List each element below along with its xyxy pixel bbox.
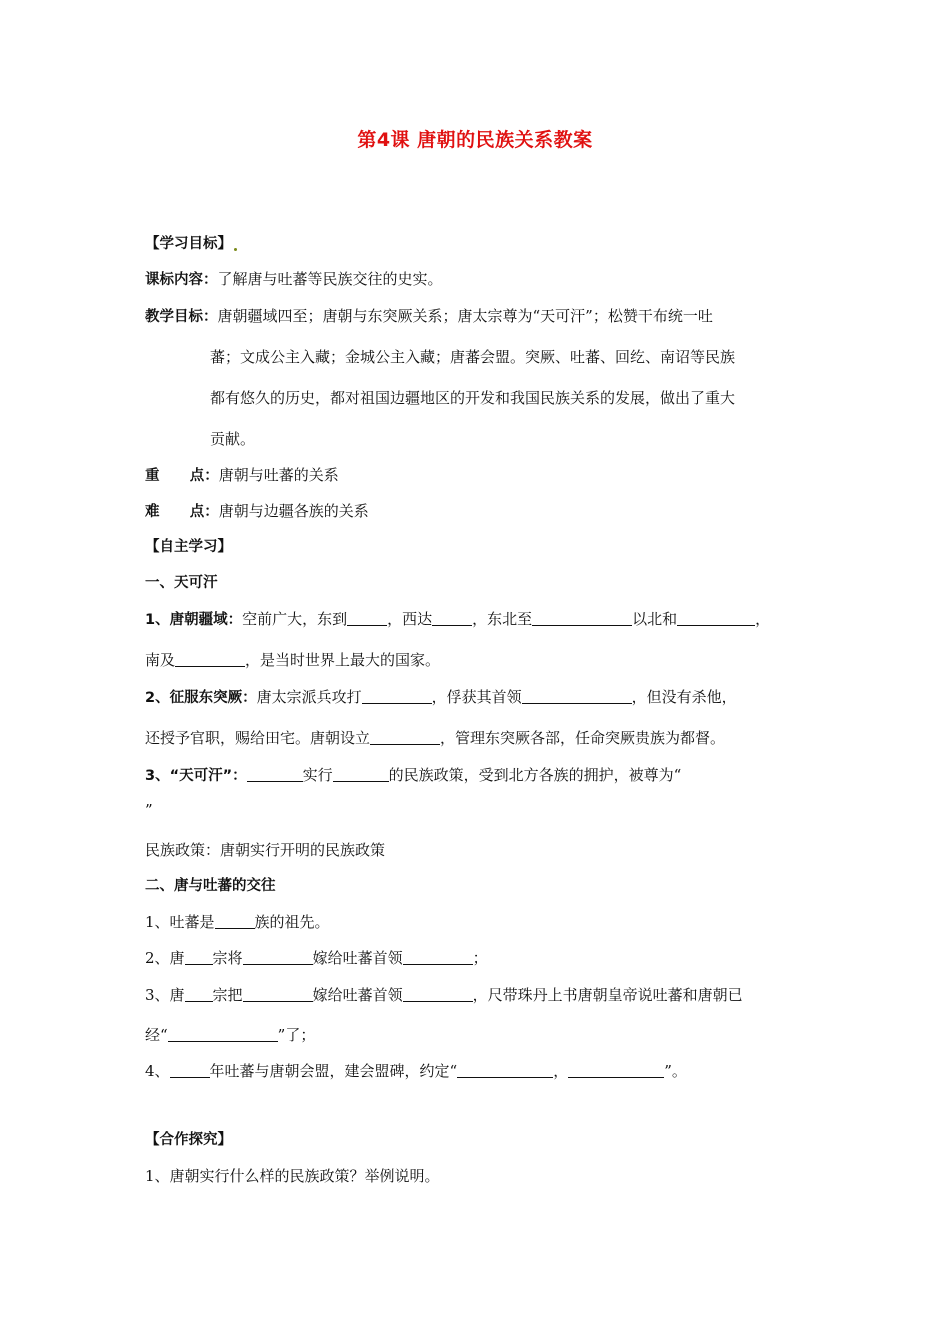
objectives-heading: 【学习目标】 (145, 234, 237, 254)
blank-field[interactable] (532, 610, 632, 626)
blank-field[interactable] (677, 610, 755, 626)
part2-q3-line2: 经“ ”了； (145, 1026, 316, 1044)
page-title: 第4课 唐朝的民族关系教案 (357, 129, 593, 151)
difficult-point: 难 点：唐朝与边疆各族的关系 (145, 502, 369, 520)
part1-q3-line2: ” (145, 801, 153, 819)
key-point: 重 点：唐朝与吐蕃的关系 (145, 466, 339, 484)
speck-mark (234, 248, 237, 251)
teaching-goals-line-2: 蕃；文成公主入藏；金城公主入藏；唐蕃会盟。突厥、吐蕃、回纥、南诏等民族 (210, 348, 736, 366)
blank-field[interactable] (185, 949, 213, 965)
blank-field[interactable] (170, 1062, 210, 1078)
teaching-goals-line-1: 教学目标：唐朝疆域四至；唐朝与东突厥关系；唐太宗尊为“天可汗”；松赞干布统一吐 (145, 307, 713, 325)
blank-field[interactable] (247, 766, 303, 782)
blank-field[interactable] (347, 610, 387, 626)
part2-q1: 1、吐蕃是 族的祖先。 (145, 913, 330, 931)
blank-field[interactable] (175, 651, 245, 667)
coop-heading: 【合作探究】 (145, 1132, 232, 1148)
blank-field[interactable] (243, 986, 313, 1002)
blank-field[interactable] (333, 766, 389, 782)
blank-field[interactable] (403, 949, 473, 965)
blank-field[interactable] (403, 986, 473, 1002)
teaching-goals-line-4: 贡献。 (210, 430, 256, 448)
part1-q2-line2: 还授予官职，赐给田宅。唐朝设立 ，管理东突厥各部，任命突厥贵族为都督。 (145, 729, 726, 747)
blank-field[interactable] (432, 610, 472, 626)
part1-heading: 一、天可汗 (145, 575, 218, 591)
teaching-goals-line-3: 都有悠久的历史，都对祖国边疆地区的开发和我国民族关系的发展，做出了重大 (210, 389, 736, 407)
blank-field[interactable] (457, 1062, 553, 1078)
part1-q1-line1: 1、唐朝疆域：空前广大，东到 ，西达 ，东北至 以北和 ， (145, 610, 771, 628)
part2-q4: 4、 年吐蕃与唐朝会盟，建会盟碑，约定“ ， ”。 (145, 1062, 687, 1080)
standard-content: 课标内容：了解唐与吐蕃等民族交往的史实。 (145, 270, 443, 288)
part1-q1-line2: 南及 ，是当时世界上最大的国家。 (145, 651, 441, 669)
policy-note: 民族政策：唐朝实行开明的民族政策 (145, 841, 386, 859)
part2-heading: 二、唐与吐蕃的交往 (145, 878, 276, 894)
part1-q2-line1: 2、征服东突厥：唐太宗派兵攻打 ，俘获其首领 ，但没有杀他， (145, 688, 737, 706)
part2-q3-line1: 3、唐 宗把 嫁给吐蕃首领 ，尺带珠丹上书唐朝皇帝说吐蕃和唐朝已 (145, 986, 743, 1004)
blank-field[interactable] (522, 688, 632, 704)
part1-q3-line1: 3、“天可汗”： 实行 的民族政策，受到北方各族的拥护，被尊为“ (145, 766, 682, 784)
part2-q2: 2、唐 宗将 嫁给吐蕃首领 ； (145, 949, 488, 967)
blank-field[interactable] (370, 729, 440, 745)
self-study-heading: 【自主学习】 (145, 539, 232, 555)
blank-field[interactable] (168, 1026, 278, 1042)
blank-field[interactable] (362, 688, 432, 704)
blank-field[interactable] (185, 986, 213, 1002)
blank-field[interactable] (568, 1062, 664, 1078)
coop-q1: 1、唐朝实行什么样的民族政策？举例说明。 (145, 1167, 440, 1185)
blank-field[interactable] (243, 949, 313, 965)
blank-field[interactable] (215, 913, 255, 929)
